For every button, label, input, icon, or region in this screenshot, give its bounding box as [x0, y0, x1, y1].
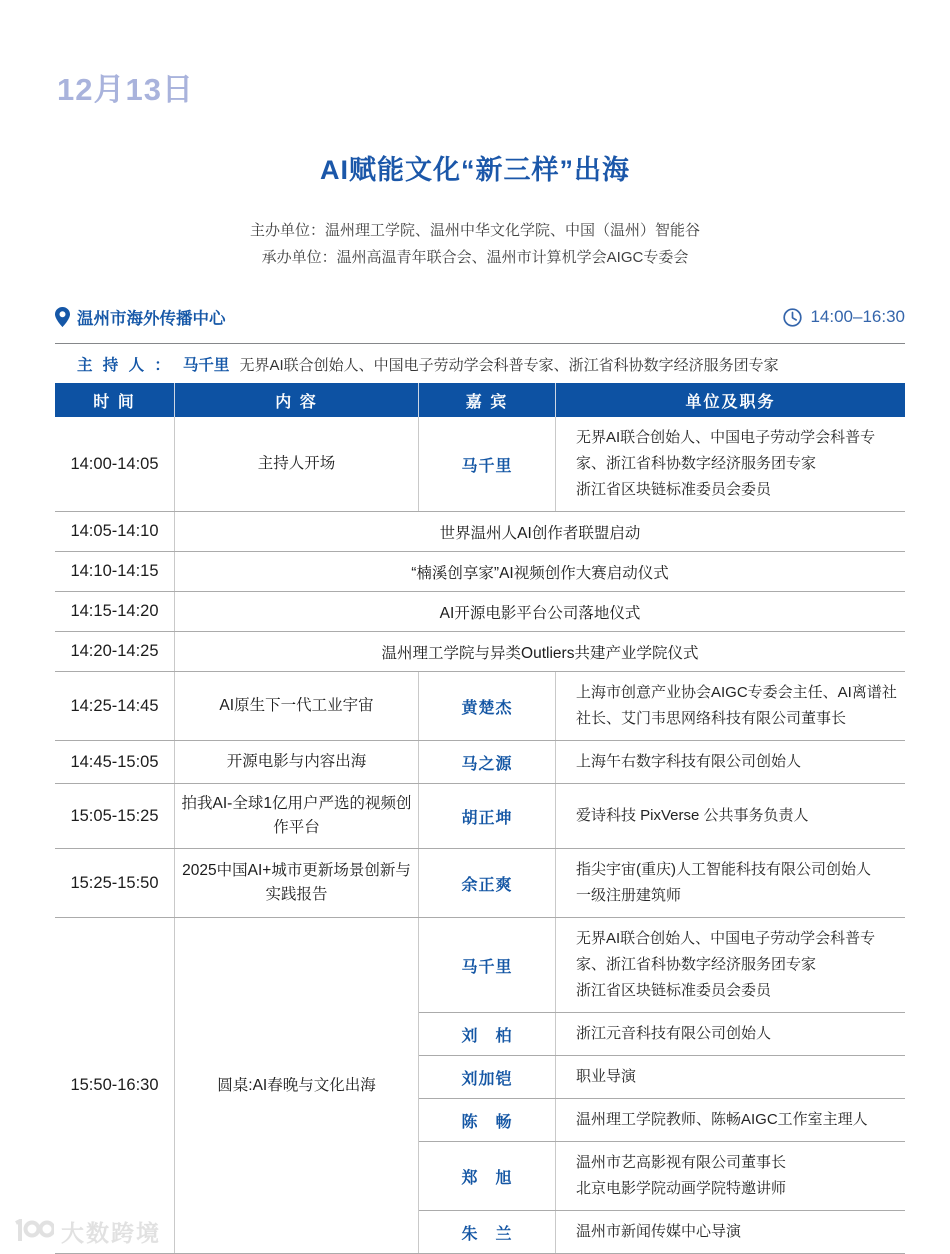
guest-cell: 黄楚杰	[419, 672, 556, 740]
guest-subrows	[419, 918, 905, 1253]
time-cell: 14:25-14:45	[55, 672, 175, 740]
org-cell	[556, 417, 905, 511]
org-line: 爱诗科技 PixVerse 公共事务负责人	[576, 807, 809, 824]
org-cell	[556, 741, 905, 783]
org-line: 温州理工学院教师、陈畅AIGC工作室主理人	[576, 1111, 868, 1128]
host-row	[55, 343, 905, 383]
org-line: 浙江元音科技有限公司创始人	[576, 1025, 772, 1042]
org-line: 浙江省区块链标准委员会委员	[576, 982, 772, 999]
table-row	[55, 848, 905, 917]
100-glasses-logo	[10, 1219, 54, 1245]
org-line: 温州市新闻传媒中心导演	[576, 1223, 742, 1240]
schedule-table	[55, 383, 905, 1254]
org-cell	[556, 849, 905, 917]
guest-cell: 刘 柏	[419, 1013, 556, 1055]
table-row	[55, 511, 905, 551]
merged-content-cell: 温州理工学院与异类Outliers共建产业学院仪式	[381, 644, 699, 662]
host-label: 主 持 人 ：	[77, 357, 173, 374]
table-row	[55, 417, 905, 511]
guest-cell: 郑 旭	[419, 1142, 556, 1210]
org-cell	[556, 784, 905, 848]
content-cell: 圆桌:AI春晚与文化出海	[175, 918, 419, 1253]
guest-cell: 刘加铠	[419, 1056, 556, 1098]
content-cell: 主持人开场	[175, 417, 419, 511]
org-cell	[556, 1099, 905, 1141]
guest-subrow	[419, 1210, 905, 1253]
table-header-row	[55, 383, 905, 417]
table-row	[55, 671, 905, 740]
merged-content-cell: AI开源电影平台公司落地仪式	[439, 604, 641, 622]
time-cell: 15:50-16:30	[55, 918, 175, 1253]
date-heading: 12月13日	[57, 72, 194, 107]
location-time-row	[55, 305, 905, 329]
org-line: 无界AI联合创始人、中国电子劳动学会科普专家、浙江省科协数字经济服务团专家	[576, 930, 876, 973]
header-content: 内 容	[175, 383, 419, 417]
content-cell: AI原生下一代工业宇宙	[175, 672, 419, 740]
co-organizer-line: 承办单位：温州高温青年联合会、温州市计算机学会AIGC专委会	[261, 249, 689, 266]
host-name: 马千里	[182, 357, 230, 374]
org-cell	[556, 1056, 905, 1098]
time-cell: 15:05-15:25	[55, 784, 175, 848]
org-cell	[556, 1013, 905, 1055]
org-line: 职业导演	[576, 1068, 637, 1085]
table-row	[55, 631, 905, 671]
guest-cell: 陈 畅	[419, 1099, 556, 1141]
org-line: 一级注册建筑师	[576, 887, 682, 904]
org-cell	[556, 1142, 905, 1210]
table-row	[55, 783, 905, 848]
time-cell: 14:05-14:10	[55, 512, 175, 551]
guest-cell: 马千里	[419, 417, 556, 511]
org-line: 无界AI联合创始人、中国电子劳动学会科普专家、浙江省科协数字经济服务团专家	[576, 429, 876, 472]
table-row	[55, 591, 905, 631]
guest-subrow	[419, 1141, 905, 1210]
guest-subrow	[419, 918, 905, 1012]
content-cell: 开源电影与内容出海	[175, 741, 419, 783]
clock-icon	[783, 308, 802, 327]
org-cell	[556, 1211, 905, 1253]
map-pin-icon	[55, 307, 70, 327]
merged-content-cell: “楠溪创享家”AI视频创作大赛启动仪式	[411, 564, 669, 582]
organizers-block	[0, 217, 950, 271]
header-org: 单位及职务	[685, 393, 776, 411]
time-cell: 14:00-14:05	[55, 417, 175, 511]
org-line: 上海市创意产业协会AIGC专委会主任、AI离谱社社长、艾门韦思网络科技有限公司董事长	[576, 684, 897, 727]
page-title: AI赋能文化“新三样”出海	[320, 155, 630, 185]
time-cell: 14:45-15:05	[55, 741, 175, 783]
guest-subrow	[419, 1055, 905, 1098]
time-cell: 15:25-15:50	[55, 849, 175, 917]
schedule-body	[55, 417, 905, 1254]
guest-cell: 胡正坤	[419, 784, 556, 848]
host-description: 无界AI联合创始人、中国电子劳动学会科普专家、浙江省科协数字经济服务团专家	[239, 357, 779, 374]
watermark	[10, 1215, 161, 1248]
org-line: 浙江省区块链标准委员会委员	[576, 481, 772, 498]
org-line: 北京电影学院动画学院特邀讲师	[576, 1180, 787, 1197]
guest-subrow	[419, 1012, 905, 1055]
guest-cell: 余正爽	[419, 849, 556, 917]
org-line: 上海午右数字科技有限公司创始人	[576, 753, 802, 770]
org-line: 指尖宇宙(重庆)人工智能科技有限公司创始人	[576, 861, 871, 878]
guest-cell: 朱 兰	[419, 1211, 556, 1253]
content-cell: 拍我AI-全球1亿用户严选的视频创作平台	[175, 784, 419, 848]
time-cell: 14:10-14:15	[55, 552, 175, 591]
location-label: 温州市海外传播中心	[77, 310, 226, 328]
content-cell: 2025中国AI+城市更新场景创新与实践报告	[175, 849, 419, 917]
table-row	[55, 551, 905, 591]
time-cell: 14:20-14:25	[55, 632, 175, 671]
org-line: 温州市艺高影视有限公司董事长	[576, 1154, 787, 1171]
guest-subrow	[419, 1098, 905, 1141]
merged-content-cell: 世界温州人AI创作者联盟启动	[439, 524, 641, 542]
table-row	[55, 740, 905, 783]
watermark-text: 大数跨境	[61, 1220, 161, 1246]
location	[55, 305, 226, 329]
guest-cell: 马之源	[419, 741, 556, 783]
org-cell	[556, 918, 905, 1012]
time-range	[783, 307, 905, 327]
header-time: 时 间	[55, 383, 175, 417]
time-cell: 14:15-14:20	[55, 592, 175, 631]
organizer-line: 主办单位：温州理工学院、温州中华文化学院、中国（温州）智能谷	[249, 222, 700, 239]
header-guest: 嘉 宾	[419, 383, 556, 417]
guest-cell: 马千里	[419, 918, 556, 1012]
table-row	[55, 917, 905, 1253]
time-label: 14:00–16:30	[810, 307, 905, 326]
org-cell	[556, 672, 905, 740]
